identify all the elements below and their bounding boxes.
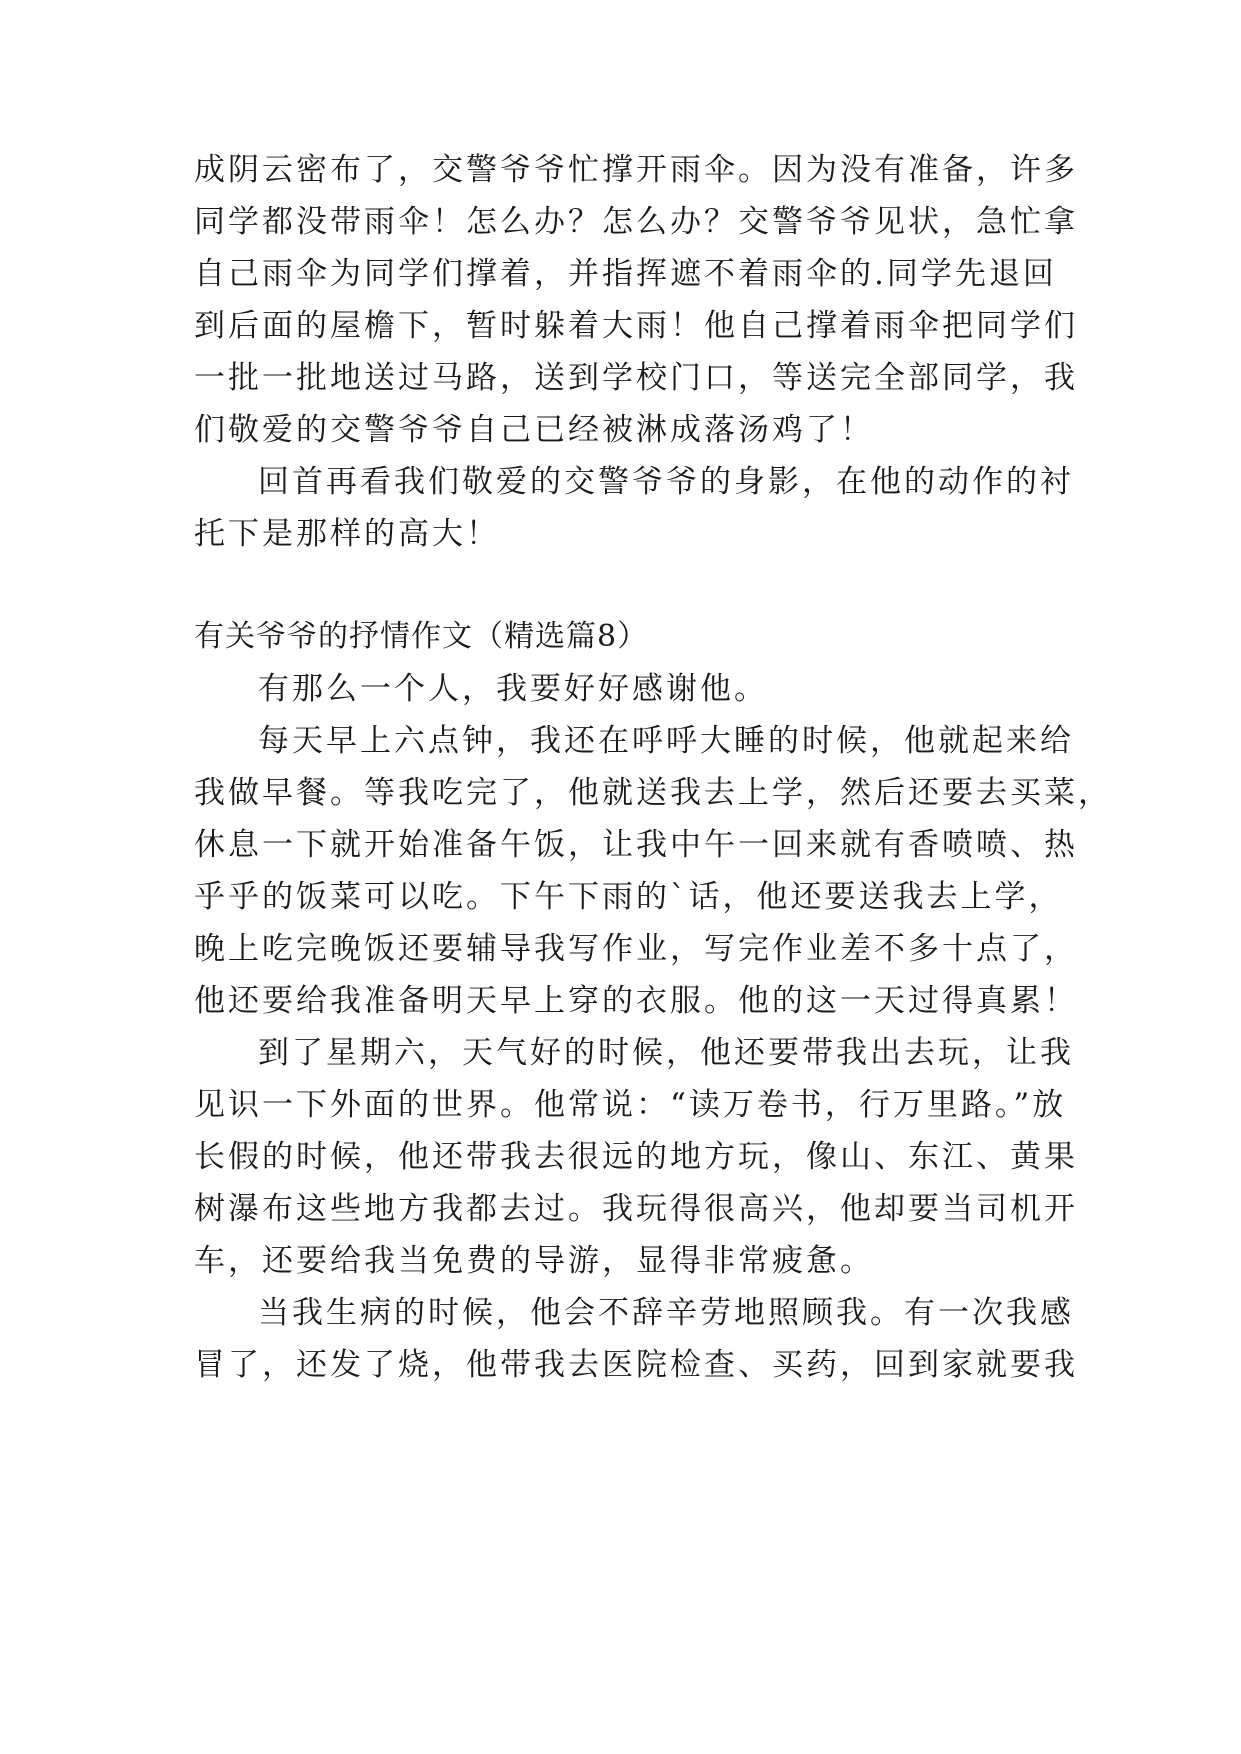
paragraph-line: 成阴云密布了，交警爷爷忙撑开雨伞。因为没有准备，许多 [194, 152, 1078, 188]
paragraph-line: 有那么一个人，我要好好感谢他。 [258, 671, 768, 707]
paragraph-line: 同学都没带雨伞！怎么办？怎么办？交警爷爷见状，急忙拿 [194, 204, 1078, 240]
paragraph-line: 到了星期六，天气好的时候，他还要带我出去玩，让我 [258, 1035, 1074, 1071]
paragraph-line: 回首再看我们敬爱的交警爷爷的身影，在他的动作的衬 [258, 464, 1074, 500]
paragraph-line: 晚上吃完晚饭还要辅导我写作业，写完作业差不多十点了， [194, 931, 1078, 967]
paragraph-line: 冒了，还发了烧，他带我去医院检查、买药，回到家就要我 [194, 1347, 1078, 1383]
paragraph-line: 见识一下外面的世界。他常说：“读万卷书，行万里路。”放 [194, 1087, 1067, 1123]
paragraph-line: 树瀑布这些地方我都去过。我玩得很高兴，他却要当司机开 [194, 1191, 1078, 1227]
paragraph-line: 当我生病的时候，他会不辞辛劳地照顾我。有一次我感 [258, 1295, 1074, 1331]
paragraph-line: 们敬爱的交警爷爷自己已经被淋成落汤鸡了！ [194, 412, 874, 448]
paragraph-line: 休息一下就开始准备午饭，让我中午一回来就有香喷喷、热 [194, 827, 1078, 863]
paragraph-line: 乎乎的饭菜可以吃。下午下雨的`话，他还要送我去上学， [194, 879, 1063, 915]
paragraph-line: 他还要给我准备明天早上穿的衣服。他的这一天过得真累！ [194, 983, 1078, 1019]
paragraph-line: 长假的时候，他还带我去很远的地方玩，像山、东江、黄果 [194, 1139, 1078, 1175]
paragraph-line: 我做早餐。等我吃完了，他就送我去上学，然后还要去买菜， [194, 775, 1112, 811]
section-title: 有关爷爷的抒情作文（精选篇8） [194, 619, 649, 654]
paragraph-line: 一批一批地送过马路，送到学校门口，等送完全部同学，我 [194, 360, 1078, 396]
paragraph-line: 到后面的屋檐下，暂时躲着大雨！他自己撑着雨伞把同学们 [194, 308, 1078, 344]
paragraph-line: 托下是那样的高大！ [194, 516, 500, 552]
paragraph-line: 车，还要给我当免费的导游，显得非常疲惫。 [194, 1243, 874, 1279]
paragraph-line: 每天早上六点钟，我还在呼呼大睡的时候，他就起来给 [258, 723, 1074, 759]
paragraph-line: 自己雨伞为同学们撑着，并指挥遮不着雨伞的.同学先退回 [194, 256, 1057, 292]
